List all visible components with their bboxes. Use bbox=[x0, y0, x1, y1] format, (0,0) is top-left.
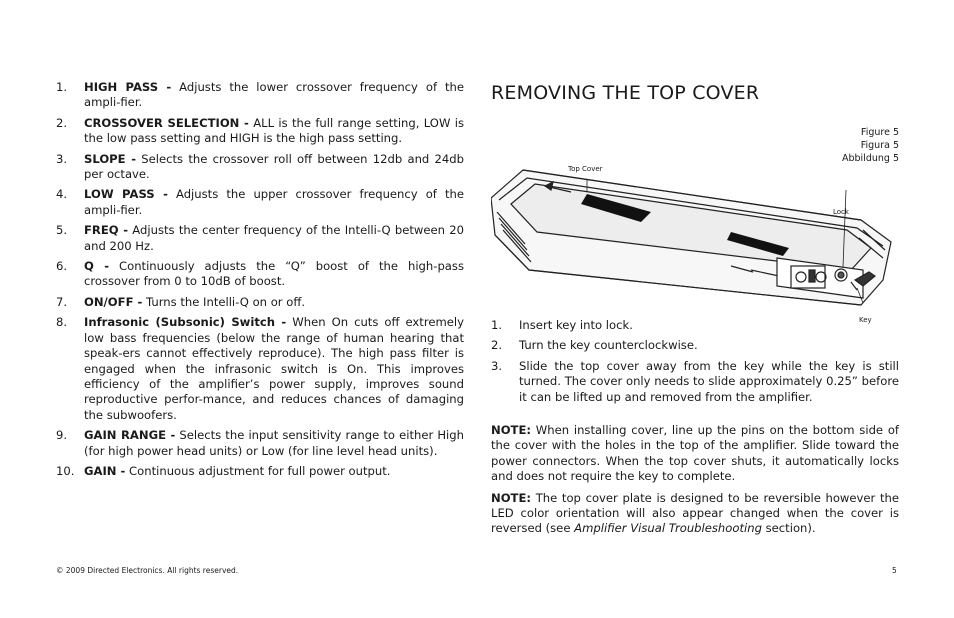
item-description: Adjusts the lower crossover frequency of the ampli-fier. bbox=[84, 80, 464, 110]
step-item bbox=[491, 338, 899, 353]
item-term: GAIN RANGE - bbox=[84, 428, 176, 443]
list-item bbox=[56, 116, 464, 147]
key-label: Key bbox=[859, 316, 872, 324]
step-number: 2. bbox=[491, 338, 503, 353]
item-text bbox=[84, 295, 464, 310]
top-cover-label: Top Cover bbox=[568, 165, 603, 173]
item-description: Adjusts the upper crossover frequency of the ampli-fier. bbox=[84, 187, 464, 217]
item-number: 4. bbox=[56, 187, 68, 202]
item-term: HIGH PASS - bbox=[84, 80, 172, 94]
list-item bbox=[56, 152, 464, 183]
item-number: 7. bbox=[56, 294, 68, 309]
item-text bbox=[84, 464, 464, 479]
lock-label: Lock bbox=[833, 208, 849, 216]
notes bbox=[491, 423, 899, 537]
step-item bbox=[491, 359, 899, 405]
item-text bbox=[84, 223, 464, 254]
item-term: FREQ - bbox=[84, 223, 129, 238]
item-term: Q - bbox=[84, 259, 110, 274]
item-text bbox=[84, 116, 464, 147]
page-number: 5 bbox=[892, 566, 897, 575]
note-text: The top cover plate is designed to be reversible however the LED color orientation will also appear changed when the cover is reversed (see bbox=[491, 490, 899, 536]
copyright: © 2009 Directed Electronics. All rights reserved. bbox=[56, 566, 239, 575]
item-description: Selects the input sensitivity range to either High (for high power head units) or Low (for line level head units). bbox=[84, 428, 464, 458]
note-reversible bbox=[491, 491, 899, 537]
item-term: CROSSOVER SELECTION - bbox=[84, 115, 249, 130]
item-number: 2. bbox=[56, 115, 68, 130]
item-text bbox=[84, 428, 464, 459]
item-number: 1. bbox=[56, 80, 68, 94]
item-description: Selects the crossover roll off between 12db and 24db per octave. bbox=[84, 151, 464, 182]
list-item bbox=[56, 464, 464, 479]
note-label: NOTE: bbox=[491, 490, 532, 505]
item-number: 8. bbox=[56, 315, 68, 330]
figure-caption-es: Figura 5 bbox=[860, 140, 899, 151]
item-description: Continuously adjusts the “Q” boost of the high-pass crossover from 0 to 10dB of boost. bbox=[84, 259, 464, 289]
figure-caption-en: Figure 5 bbox=[860, 127, 899, 138]
list-item bbox=[56, 428, 464, 459]
step-number: 1. bbox=[491, 318, 503, 332]
removal-steps bbox=[491, 318, 899, 405]
step-item bbox=[491, 318, 899, 333]
note-text-end: section). bbox=[761, 521, 816, 536]
item-text bbox=[84, 259, 464, 290]
item-description: When On cuts off extremely low bass frequencies (below the range of human hearing that speak-ers cannot effectively reproduce). The high pass filter is engaged when the infrasonic switch is On. This improves efficiency of the amplifier’s power supply, improves sound reproductive perfor-mance, and reduces chances of damaging the subwoofers. bbox=[84, 315, 464, 422]
list-item bbox=[56, 315, 464, 423]
list-item bbox=[56, 295, 464, 310]
amplifier-figure bbox=[491, 120, 899, 324]
top-cover-section bbox=[491, 80, 899, 543]
figure-caption bbox=[842, 126, 899, 165]
item-text bbox=[84, 187, 464, 218]
step-text: Slide the top cover away from the key while the key is still turned. The cover only needs to slide approximately 0.25” before it can be lifted up and removed from the amplifier. bbox=[519, 358, 899, 404]
step-text: Insert key into lock. bbox=[519, 318, 633, 332]
item-number: 9. bbox=[56, 428, 68, 443]
note-label: NOTE: bbox=[491, 423, 532, 438]
item-number: 5. bbox=[56, 223, 68, 238]
item-description: Continuous adjustment for full power output. bbox=[125, 463, 391, 478]
list-item bbox=[56, 223, 464, 254]
section-heading: REMOVING THE TOP COVER bbox=[491, 82, 760, 104]
item-description: Turns the Intelli-Q on or off. bbox=[142, 294, 306, 309]
item-description: Adjusts the center frequency of the Intelli-Q between 20 and 200 Hz. bbox=[84, 223, 464, 253]
list-item bbox=[56, 259, 464, 290]
figure-caption-de: Abbildung 5 bbox=[841, 153, 899, 164]
note-reference: Amplifier Visual Troubleshooting bbox=[574, 521, 762, 536]
item-text bbox=[84, 315, 464, 423]
item-term: SLOPE - bbox=[84, 151, 137, 166]
note-text: When installing cover, line up the pins on the bottom side of the cover with the holes in the top of the amplifier. Slide toward the power connectors. When the top cover shuts, it automatically locks and does not require the key to complete. bbox=[491, 423, 899, 484]
item-term: ON/OFF - bbox=[84, 294, 143, 309]
note-install bbox=[491, 423, 899, 485]
item-term: GAIN - bbox=[84, 463, 126, 478]
item-number: 10. bbox=[56, 463, 75, 478]
step-text: Turn the key counterclockwise. bbox=[519, 338, 698, 353]
list-item bbox=[56, 80, 464, 111]
item-number: 3. bbox=[56, 151, 68, 166]
item-text bbox=[84, 152, 464, 183]
list-item bbox=[56, 187, 464, 218]
item-term: LOW PASS - bbox=[84, 187, 168, 202]
item-term: Infrasonic (Subsonic) Switch - bbox=[84, 315, 287, 330]
item-description: ALL is the full range setting, LOW is the low pass setting and HIGH is the high pass setting. bbox=[84, 115, 464, 146]
feature-list bbox=[56, 80, 464, 484]
item-number: 6. bbox=[56, 259, 68, 274]
step-number: 3. bbox=[491, 358, 503, 373]
item-text bbox=[84, 80, 464, 111]
